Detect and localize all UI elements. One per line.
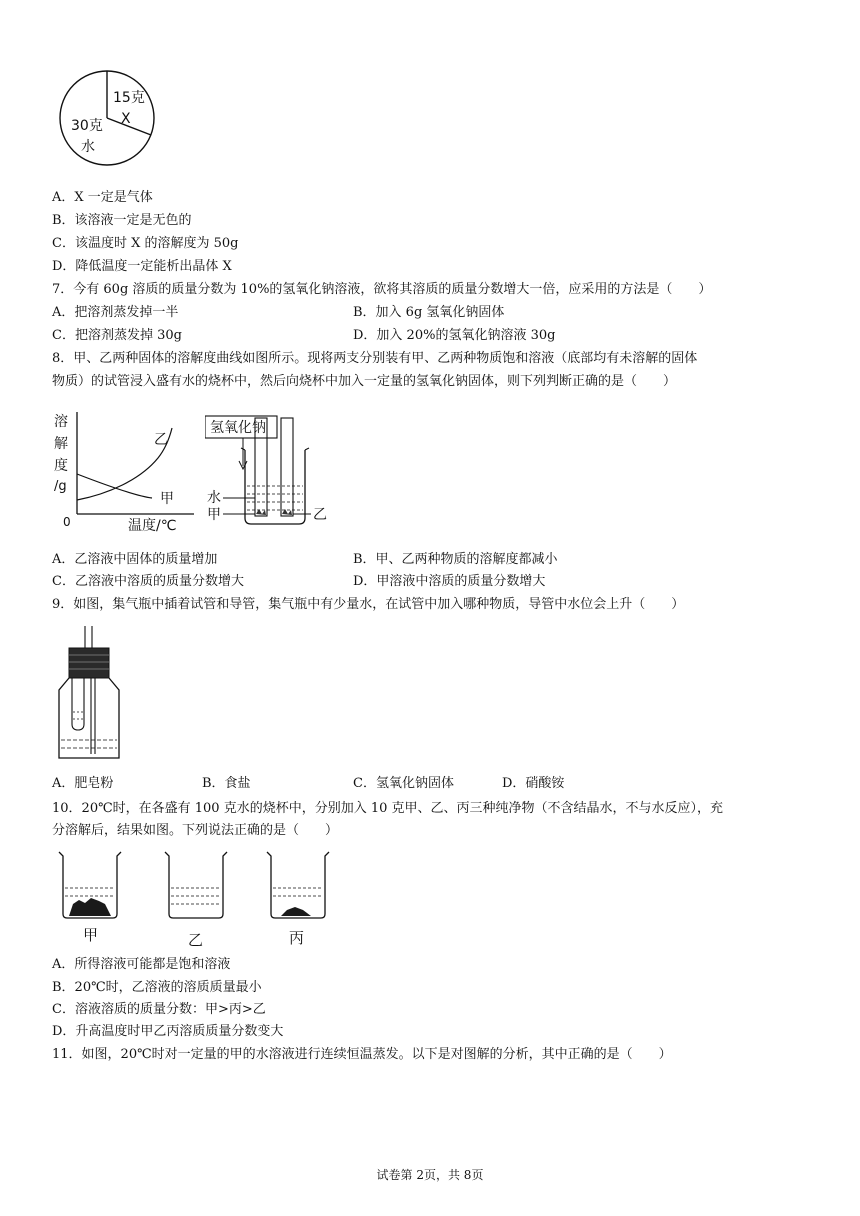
graph-ylabel-1: 溶	[54, 414, 68, 430]
graph-ylabel-4: /g	[54, 479, 67, 494]
q9-gas-bottle-figure	[55, 624, 125, 762]
beaker-label-jia: 甲	[83, 926, 99, 944]
q6-option-d: D．降低温度一定能析出晶体 X	[52, 259, 232, 274]
beaker-label-bing: 丙	[289, 929, 305, 947]
q8-stem-line2: 物质）的试管浸入盛有水的烧杯中，然后向烧杯中加入一定量的氢氧化钠固体，则下列判断正确的是（ ）	[52, 374, 677, 389]
page-footer: 试卷第 2页，共 8页	[376, 1168, 484, 1182]
q10-option-a: A．所得溶液可能都是饱和溶液	[52, 957, 231, 972]
q6-option-a: A．X 一定是气体	[52, 190, 153, 205]
q8-option-b: B．甲、乙两种物质的溶解度都减小	[353, 552, 558, 567]
q10-stem-line2: 分溶解后，结果如图。下列说法正确的是（ ）	[52, 823, 339, 838]
q10-option-c: C．溶液溶质的质量分数：甲>丙>乙	[52, 1002, 266, 1017]
q9-stem: 9．如图，集气瓶中插着试管和导管，集气瓶中有少量水，在试管中加入哪种物质，导管中水位会上升（ ）	[52, 597, 685, 612]
q9-option-a: A．肥皂粉	[52, 776, 114, 791]
pie-solvent-name: 水	[81, 139, 95, 155]
pie-solute-amount: 15克	[113, 90, 145, 106]
pie-solvent-amount: 30克	[71, 118, 103, 134]
graph-xlabel: 温度/℃	[128, 518, 177, 534]
q7-stem: 7．今有 60g 溶质的质量分数为 10%的氢氧化钠溶液，欲将其溶质的质量分数增大一倍，应采用的方法是（ ）	[52, 282, 712, 297]
q7-option-c: C．把溶剂蒸发掉 30g	[52, 328, 182, 343]
q10-stem-line1: 10．20℃时，在各盛有 100 克水的烧杯中，分别加入 10 克甲、乙、丙三种纯净物（不含结晶水，不与水反应），充	[52, 801, 724, 816]
graph-ylabel-2: 解	[54, 436, 68, 452]
q8-stem-line1: 8．甲、乙两种固体的溶解度曲线如图所示。现将两支分别装有甲、乙两种物质饱和溶液（底部均有未溶解的固体	[52, 351, 698, 366]
q8-solubility-graph	[48, 408, 198, 534]
q7-option-a: A．把溶剂蒸发掉一半	[52, 305, 179, 320]
apparatus-water-label: 水	[207, 490, 221, 506]
q8-option-d: D．甲溶液中溶质的质量分数增大	[353, 574, 546, 589]
q10-beakers-figure	[55, 848, 335, 950]
apparatus-tube-b-label: 乙	[313, 507, 327, 523]
graph-curve-a-label: 甲	[160, 491, 174, 507]
q8-option-a: A．乙溶液中固体的质量增加	[52, 552, 218, 567]
q7-option-b: B．加入 6g 氢氧化钠固体	[353, 305, 505, 320]
q6-option-c: C．该温度时 X 的溶解度为 50g	[52, 236, 239, 251]
pie-solute-name: X	[121, 111, 131, 127]
q9-option-b: B．食盐	[202, 776, 251, 791]
graph-curve-b-label: 乙	[154, 432, 168, 448]
q8-apparatus	[205, 414, 335, 534]
apparatus-box-label: 氢氧化钠	[210, 420, 266, 436]
q10-option-d: D．升高温度时甲乙丙溶质质量分数变大	[52, 1024, 284, 1039]
q6-option-b: B．该溶液一定是无色的	[52, 213, 192, 228]
graph-origin: 0	[63, 515, 71, 529]
beaker-label-yi: 乙	[188, 931, 204, 949]
q9-option-d: D．硝酸铵	[502, 776, 565, 791]
q8-option-c: C．乙溶液中溶质的质量分数增大	[52, 574, 244, 589]
q9-option-c: C．氢氧化钠固体	[353, 776, 454, 791]
graph-ylabel-3: 度	[54, 458, 68, 474]
q10-option-b: B．20℃时，乙溶液的溶质质量最小	[52, 980, 262, 995]
q11-stem: 11．如图，20℃时对一定量的甲的水溶液进行连续恒温蒸发。以下是对图解的分析，其中正确的是（ ）	[52, 1047, 672, 1062]
q7-option-d: D．加入 20%的氢氧化钠溶液 30g	[353, 328, 556, 343]
apparatus-tube-a-label: 甲	[207, 507, 221, 523]
q6-pie-figure	[55, 68, 165, 172]
